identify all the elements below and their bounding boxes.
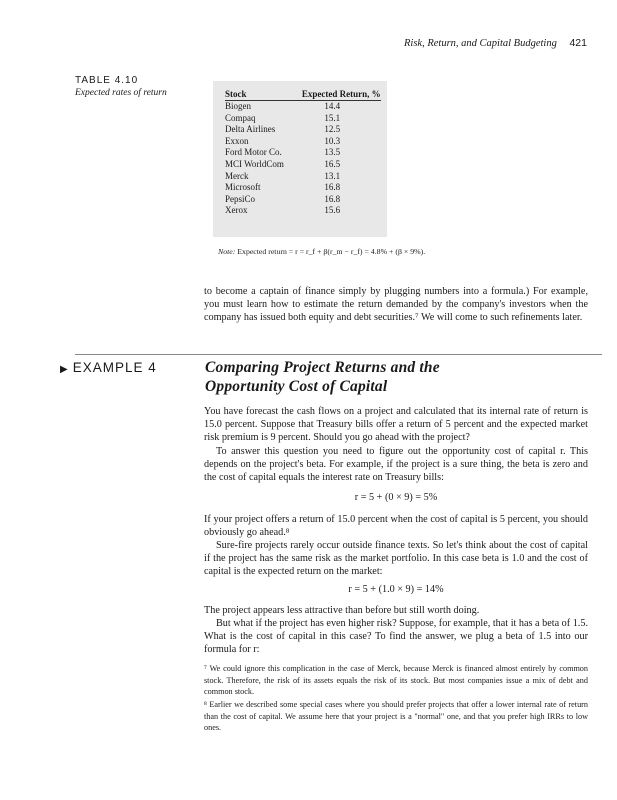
running-header: [404, 37, 587, 49]
expected-return: 16.8: [324, 182, 341, 193]
expected-return: 15.6: [324, 205, 341, 216]
table-label: TABLE 4.10: [75, 75, 139, 86]
stock-name: Biogen: [225, 101, 251, 111]
example-paragraph-3: If your project offers a return of 15.0 percent when the cost of capital is 5 percent, you should obviously go ahead.⁸: [204, 514, 588, 539]
table-header-row: [225, 87, 381, 101]
expected-return: 16.8: [324, 193, 341, 204]
table-row: [225, 182, 381, 194]
intro-paragraph: to become a captain of finance simply by plugging numbers into a formula.) For example, you must learn how to estimate the return demanded by the company's investors when the company has issued both equity and debt securities.⁷ We will come to such refinements later.: [204, 286, 588, 324]
stock-name: MCI WorldCom: [225, 158, 284, 169]
example-title-line2: Opportunity Cost of Capital: [205, 378, 388, 395]
stock-name: Exxon: [225, 135, 249, 146]
equation-2: r = 5 + (1.0 × 9) = 14%: [348, 584, 444, 595]
table-row: [225, 101, 381, 113]
table-row: [225, 113, 381, 125]
table-row: [225, 159, 381, 171]
returns-table: [225, 87, 381, 217]
example-paragraph-1: You have forecast the cash flows on a project and calculated that its internal rate of return is 15.0 percent. Suppose that Treasury bills offer a return of 5 percent and the expected market risk premium is 9 percent. Should you go ahead with the project?: [204, 406, 588, 444]
equation-1: r = 5 + (0 × 9) = 5%: [354, 492, 438, 503]
footnote-8: ⁸ Earlier we described some special cases where you should prefer projects that offer a lower internal rate of return than the cost of capital. We assume here that your project is a "normal" one, and that you prefer high IRRs to low ones.: [204, 700, 588, 733]
example-paragraph-4: Sure-fire projects rarely occur outside finance texts. So let's think about the cost of capital if the project has the same risk as the market portfolio. In this case beta is 1.0 and the cost of capital is the expected return on the market:: [204, 540, 588, 578]
expected-return: 13.5: [324, 147, 341, 158]
stock-name: PepsiCo: [225, 193, 256, 204]
column-header-return: Expected Return, %: [284, 87, 381, 101]
expected-return: 14.4: [324, 101, 341, 111]
example-label: [60, 360, 157, 375]
expected-return: 15.1: [324, 112, 341, 123]
table-row: [225, 136, 381, 148]
section-divider: [75, 354, 602, 355]
expected-return: 10.3: [324, 135, 341, 146]
stock-name: Compaq: [225, 112, 256, 123]
table-note: [218, 247, 425, 256]
column-header-stock: Stock: [225, 87, 284, 101]
page-number: 421: [569, 37, 587, 49]
example-paragraph-5: The project appears less attractive than before but still worth doing.: [204, 605, 480, 616]
example-title-line1: Comparing Project Returns and the: [205, 359, 440, 376]
table-row: [225, 171, 381, 183]
expected-return: 13.1: [324, 170, 341, 181]
returns-table-box: [213, 81, 387, 237]
example-paragraph-2: To answer this question you need to figure out the opportunity cost of capital r. This depends on the project's beta. For example, if the project is a sure thing, the beta is zero and the cost of capital equals the interest rate on Treasury bills:: [204, 446, 588, 484]
note-label: Note:: [218, 247, 236, 256]
example-label-text: EXAMPLE 4: [72, 360, 157, 375]
header-title: Risk, Return, and Capital Budgeting: [404, 38, 557, 49]
stock-name: Merck: [225, 170, 249, 181]
footnote-7: ⁷ We could ignore this complication in the case of Merck, because Merck is financed almost entirely by common stock. Therefore, the risk of its assets equals the risk of its stock. But most companies issue a mix of debt and common stock.: [204, 664, 588, 697]
stock-name: Microsoft: [225, 182, 261, 193]
table-caption: Expected rates of return: [75, 88, 167, 98]
table-row: [225, 124, 381, 136]
triangle-right-icon: ▶: [60, 364, 69, 375]
stock-name: Xerox: [225, 205, 248, 216]
table-row: [225, 147, 381, 159]
expected-return: 16.5: [324, 158, 341, 169]
stock-name: Delta Airlines: [225, 124, 276, 135]
stock-name: Ford Motor Co.: [225, 147, 282, 158]
example-title: [205, 358, 440, 396]
example-paragraph-6: But what if the project has even higher risk? Suppose, for example, that it has a beta of 1.5. What is the cost of capital in this case? To find the answer, we plug a beta of 1.5 into our formula for r:: [204, 618, 588, 656]
table-row: [225, 205, 381, 217]
table-row: [225, 194, 381, 206]
note-text: Expected return = r = r_f + β(r_m − r_f) = 4.8% + (β × 9%).: [237, 247, 426, 256]
expected-return: 12.5: [324, 124, 341, 135]
